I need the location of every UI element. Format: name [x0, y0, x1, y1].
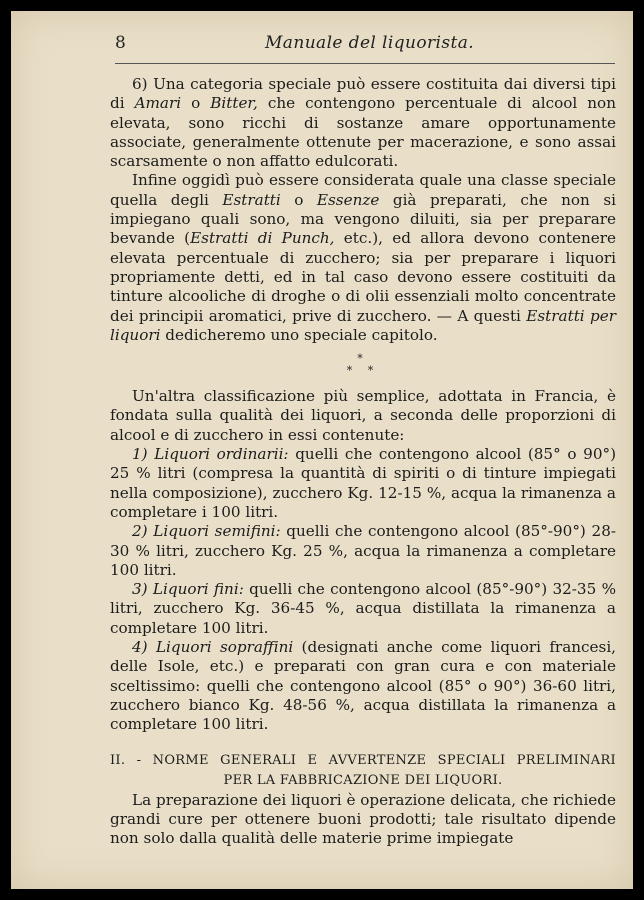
term-essenze: Essenze: [316, 190, 380, 209]
section-heading-line2: PER LA FABBRICAZIONE DEI LIQUORI.: [223, 772, 503, 788]
item-name: Liquori ordinarii:: [154, 445, 289, 464]
term-estratti-liquori: Estratti per liquori: [110, 306, 616, 344]
paragraph-amari: [110, 75, 616, 171]
term-bitter: Bitter,: [210, 94, 258, 113]
item-name: Liquori fini:: [152, 580, 244, 599]
page-header: [115, 33, 615, 55]
item-name: Liquori semifini:: [153, 522, 281, 541]
section-heading-line1: II. - NORME GENERALI E AVVERTENZE SPECIALI PRELIMINARI: [110, 752, 616, 768]
term-estratti: Estratti: [222, 190, 281, 209]
book-page: [11, 11, 633, 889]
item-number: 4): [132, 638, 148, 657]
paragraph-estratti: [110, 171, 616, 345]
page-number: 8: [115, 33, 126, 53]
list-item-fini: [110, 580, 616, 638]
running-title: Manuale del liquorista.: [265, 33, 475, 53]
item-text: quelli che contengono alcool (85° o 90°) 25 % litri (compresa la quantità di spiriti o di tinture impiegati nella composizione), zucchero Kg. 12-15 %, acqua la rimanenza a completare i 100 litri.: [110, 445, 617, 521]
term-amari: Amari: [134, 94, 182, 113]
item-text: quelli che contengono alcool (85°-90°) 28-30 % litri, zucchero Kg. 25 %, acqua la rimanenza a completare 100 litri.: [110, 522, 616, 579]
term-estratti-punch: Estratti di Punch,: [190, 229, 335, 248]
item-number: 2): [132, 522, 148, 541]
asterism-divider: [110, 353, 616, 377]
text-run: che contengono percentuale di alcool non elevata, sono ricchi di sostanze amare opportunamente associate, generalmente ottenute per macerazione, e sono assai scarsamente o non affatto edulcorati.: [110, 94, 616, 171]
list-item-semifini: [110, 522, 616, 580]
item-text: quelli che contengono alcool (85°-90°) 32-35 % litri, zucchero Kg. 36-45 %, acqua distillata la rimanenza a completare 100 litri.: [110, 580, 617, 637]
text-run: dedicheremo uno speciale capitolo.: [160, 325, 438, 344]
section-heading: [110, 751, 616, 791]
paragraph-classification: Un'altra classificazione più semplice, adottata in Francia, è fondata sulla qualità dei liquori, a seconda delle proporzioni di alcool e di zucchero in essi contenute:: [110, 387, 616, 444]
text-run: già preparati, che non si impiegano quali sono, ma vengono diluiti, sia per preparare bevande (: [110, 190, 616, 248]
list-item-sopraffini: [110, 638, 616, 734]
item-text: (designati anche come liquori francesi, delle Isole, etc.) e preparati con gran cura e con materiale sceltissimo: quelli che contengono alcool (85° o 90°) 36-60 litri, zucchero bianco Kg. 48-56 %, acqua distillata la rimanenza a completare 100 litri.: [110, 638, 617, 734]
text-run: etc.), ed allora devono contenere elevata percentuale di zucchero; sia per preparare i liquori propriamente detti, ed in tal caso devono essere costituiti da tinture alcooliche di droghe o di olii essenziali molto concentrate dei principii aromatici, prive di zucchero. — A questi: [110, 229, 616, 325]
asterism-bottom: * *: [346, 364, 380, 378]
list-item-ordinarii: [110, 445, 616, 522]
header-rule: [115, 63, 615, 64]
paragraph-preparation: La preparazione dei liquori è operazione delicata, che richiede grandi cure per ottenere buoni prodotti; tale risultato dipende non solo dalla qualità delle materie prime impiegate: [110, 790, 616, 848]
text-run: Infine oggidì può essere considerata quale una classe speciale quella degli: [110, 171, 616, 209]
text-run: o: [280, 190, 317, 209]
text-run: 6) Una categoria speciale può essere costituita dai diversi tipi di: [110, 75, 616, 113]
body-text: [110, 75, 616, 848]
asterism-top: *: [357, 352, 369, 366]
text-run: o: [181, 94, 211, 113]
item-name: Liquori sopraffini: [155, 638, 294, 657]
item-number: 1): [132, 445, 148, 464]
item-number: 3): [132, 580, 148, 599]
